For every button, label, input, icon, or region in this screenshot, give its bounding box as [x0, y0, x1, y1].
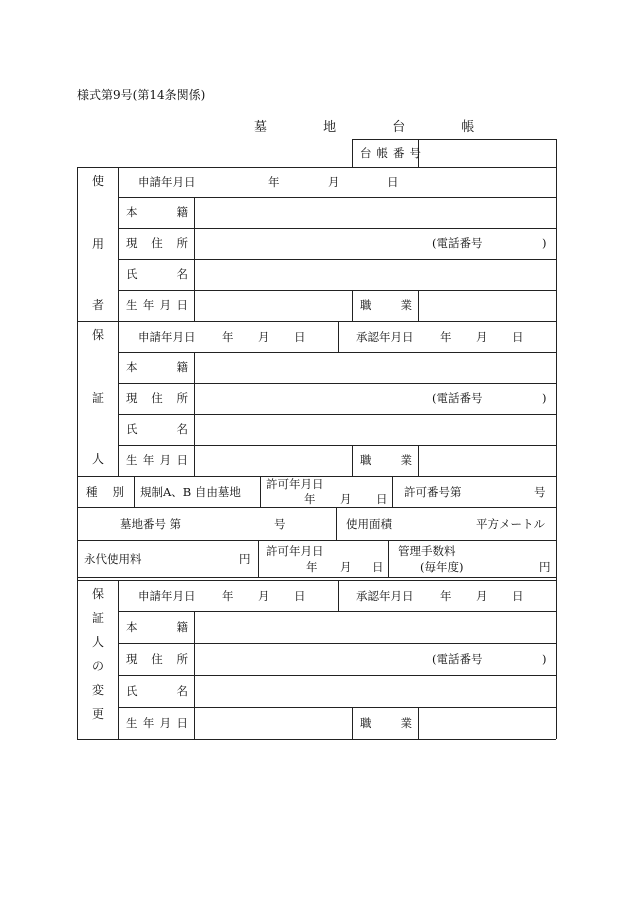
change-day-label: 日: [294, 589, 306, 603]
user-occupation-label: 職 業: [360, 298, 412, 312]
change-address-label: 現 住 所: [126, 652, 188, 666]
guarantor-occupation-label: 職 業: [360, 453, 412, 467]
type-value: 規制A、B 自由墓地: [140, 485, 241, 499]
guarantor-approval-day-label: 日: [512, 330, 524, 344]
change-approval-date-label: 承認年月日: [356, 589, 414, 603]
change-approval-year-label: 年: [440, 589, 452, 603]
permit-date-label-2: 許可年月日: [266, 544, 324, 558]
guarantor-application-date-label: 申請年月日: [138, 330, 196, 344]
user-birth-label: 生年月日: [126, 298, 188, 312]
change-honseki-label: 本 籍: [126, 620, 188, 634]
perpetual-fee-label: 永代使用料: [84, 552, 142, 566]
change-approval-month-label: 月: [476, 589, 488, 603]
user-section-label: 使 用 者: [92, 174, 105, 312]
guarantor-change-section-label: 保 証 人 の 変 更: [92, 587, 105, 721]
guarantor-honseki-label: 本 籍: [126, 360, 188, 374]
ledger-number-label: 台帳番号: [360, 146, 426, 160]
perpetual-fee-yen: 円: [239, 552, 251, 566]
user-day-label: 日: [387, 175, 399, 189]
permit-number-suffix: 号: [534, 485, 546, 499]
guarantor-address-label: 現 住 所: [126, 391, 188, 405]
permit-date-label: 許可年月日: [266, 477, 324, 491]
guarantor-section-label: 保 証 人: [92, 328, 105, 466]
guarantor-month-label: 月: [258, 330, 270, 344]
area-unit: 平方メートル: [476, 517, 545, 531]
permit-number-label: 許可番号第: [404, 485, 462, 499]
area-label: 使用面積: [346, 517, 392, 531]
permit-day-label-2: 日: [372, 560, 384, 574]
guarantor-day-label: 日: [294, 330, 306, 344]
user-address-label: 現 住 所: [126, 236, 188, 250]
user-phone-close: ): [542, 236, 547, 250]
user-year-label: 年: [268, 175, 280, 189]
guarantor-phone-close: ): [542, 391, 547, 405]
permit-year-label-2: 年: [306, 560, 318, 574]
management-fee-yen: 円: [539, 560, 551, 574]
management-fee-label: 管理手数料: [398, 544, 456, 558]
change-birth-label: 生年月日: [126, 716, 188, 730]
guarantor-approval-month-label: 月: [476, 330, 488, 344]
change-month-label: 月: [258, 589, 270, 603]
change-phone-close: ): [542, 652, 547, 666]
plot-number-label: 墓地番号 第: [120, 517, 182, 531]
user-honseki-label: 本 籍: [126, 205, 188, 219]
permit-year-label: 年: [304, 492, 316, 506]
change-occupation-label: 職 業: [360, 716, 412, 730]
user-application-date-label: 申請年月日: [138, 175, 196, 189]
guarantor-name-label: 氏 名: [126, 422, 188, 436]
change-name-label: 氏 名: [126, 684, 188, 698]
page-title: 墓 地 台 帳: [254, 120, 501, 135]
per-year-label: (毎年度): [420, 560, 464, 574]
plot-number-suffix: 号: [274, 517, 286, 531]
guarantor-approval-year-label: 年: [440, 330, 452, 344]
permit-month-label-2: 月: [340, 560, 352, 574]
change-approval-day-label: 日: [512, 589, 524, 603]
type-label: 種 別: [86, 485, 124, 499]
change-phone-label: (電話番号: [432, 652, 483, 666]
change-year-label: 年: [222, 589, 234, 603]
permit-month-label: 月: [340, 492, 352, 506]
change-application-date-label: 申請年月日: [138, 589, 196, 603]
guarantor-birth-label: 生年月日: [126, 453, 188, 467]
user-month-label: 月: [328, 175, 340, 189]
guarantor-phone-label: (電話番号: [432, 391, 483, 405]
guarantor-approval-date-label: 承認年月日: [356, 330, 414, 344]
user-name-label: 氏 名: [126, 267, 188, 281]
guarantor-year-label: 年: [222, 330, 234, 344]
form-number: 様式第9号(第14条関係): [77, 88, 206, 102]
permit-day-label: 日: [376, 492, 388, 506]
user-phone-label: (電話番号: [432, 236, 483, 250]
